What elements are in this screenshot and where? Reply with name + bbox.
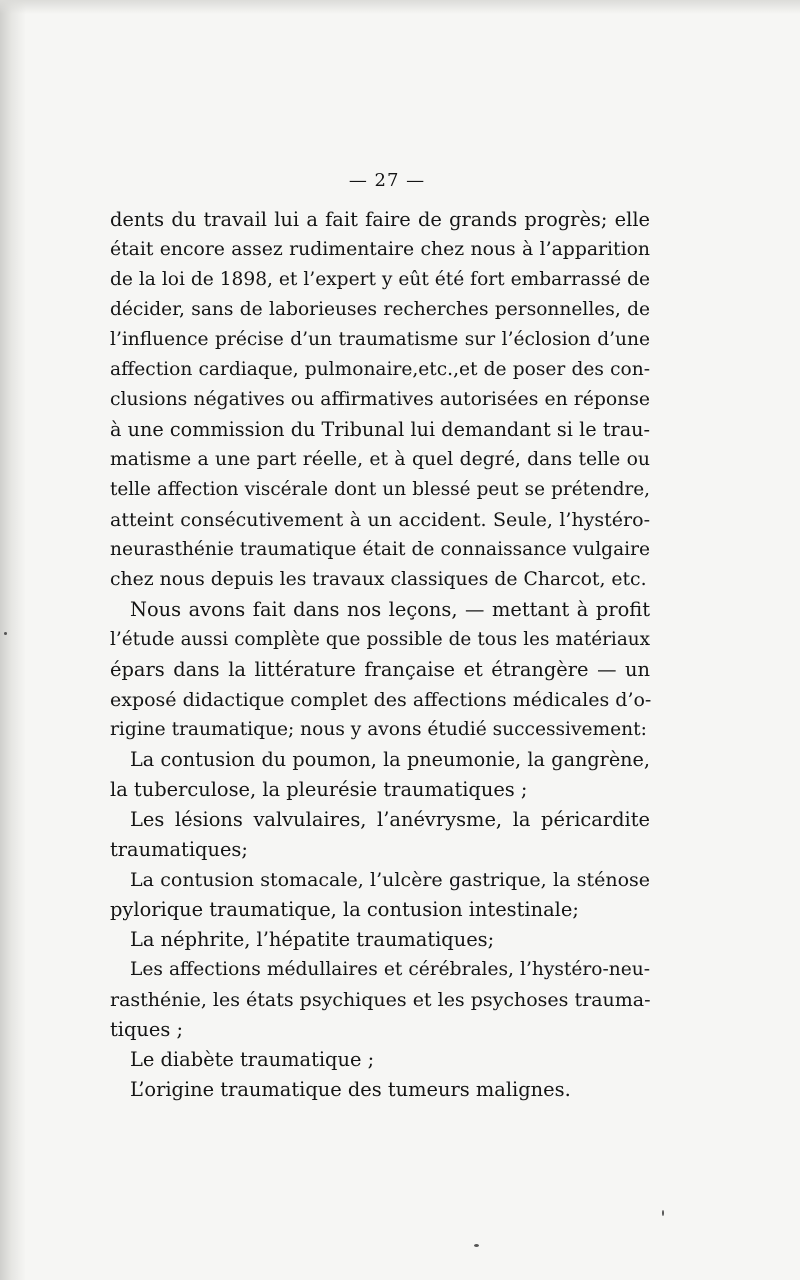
text-line: Le diabète traumatique ; — [130, 1048, 375, 1071]
text-line: traumatiques; — [110, 838, 248, 861]
text-line: épars dans la littérature française et étrangère — un — [110, 658, 650, 681]
text-line: Les lésions valvulaires, l’anévrysme, la péricardite — [130, 808, 650, 831]
text-line: décider, sans de laborieuses recherches personnelles, de — [110, 299, 650, 320]
text-line: La contusion stomacale, l’ulcère gastrique, la sténose — [130, 869, 650, 891]
text-line: affection cardiaque, pulmonaire,etc.,et de poser des con- — [110, 359, 650, 380]
page-edge-shadow — [0, 0, 26, 1280]
text-line: Nous avons fait dans nos leçons, — mettant à profit — [130, 598, 650, 621]
text-line: tiques ; — [110, 1018, 184, 1041]
text-line: Les affections médullaires et cérébrales, l’hystéro-neu- — [130, 959, 650, 980]
text-line: matisme a une part réelle, et à quel degré, dans telle ou — [110, 449, 650, 470]
text-line: dents du travail lui a fait faire de grands progrès; elle — [110, 208, 650, 231]
page-number: — 27 — — [348, 170, 426, 191]
text-line: chez nous depuis les travaux classiques de Charcot, etc. — [110, 569, 647, 590]
text-line: l’influence précise d’un traumatisme sur l’éclosion d’une — [110, 329, 650, 350]
text-block — [110, 205, 650, 1105]
scan-speck — [4, 632, 7, 635]
text-line: rigine traumatique; nous y avons étudié successivement: — [110, 719, 647, 740]
text-line: l’étude aussi complète que possible de tous les matériaux — [110, 629, 650, 650]
scan-speck — [662, 1210, 664, 1216]
text-line: pylorique traumatique, la contusion intestinale; — [110, 898, 579, 921]
scan-speck — [474, 1244, 479, 1247]
text-line: la tuberculose, la pleurésie traumatiques ; — [110, 778, 528, 801]
text-line: était encore assez rudimentaire chez nous à l’apparition — [110, 239, 650, 260]
text-line: exposé didactique complet des affections médicales d’o- — [110, 689, 652, 711]
text-line: L’origine traumatique des tumeurs malignes. — [130, 1078, 571, 1101]
page-body — [110, 170, 650, 1105]
text-line: clusions négatives ou affirmatives autorisées en réponse — [110, 389, 650, 410]
text-line: La néphrite, l’hépatite traumatiques; — [130, 928, 495, 951]
text-line: de la loi de 1898, et l’expert y eût été fort embarrassé de — [110, 269, 650, 290]
page-top-shadow — [0, 0, 800, 14]
text-line: atteint consécutivement à un accident. Seule, l’hystéro- — [110, 509, 650, 531]
text-line: telle affection viscérale dont un blessé peut se prétendre, — [110, 479, 650, 500]
text-line: neurasthénie traumatique était de connaissance vulgaire — [110, 539, 650, 560]
text-line: à une commission du Tribunal lui demandant si le trau- — [110, 418, 650, 441]
text-line: rasthénie, les états psychiques et les psychoses trauma- — [110, 989, 651, 1011]
text-line: La contusion du poumon, la pneumonie, la gangrène, — [130, 748, 650, 771]
